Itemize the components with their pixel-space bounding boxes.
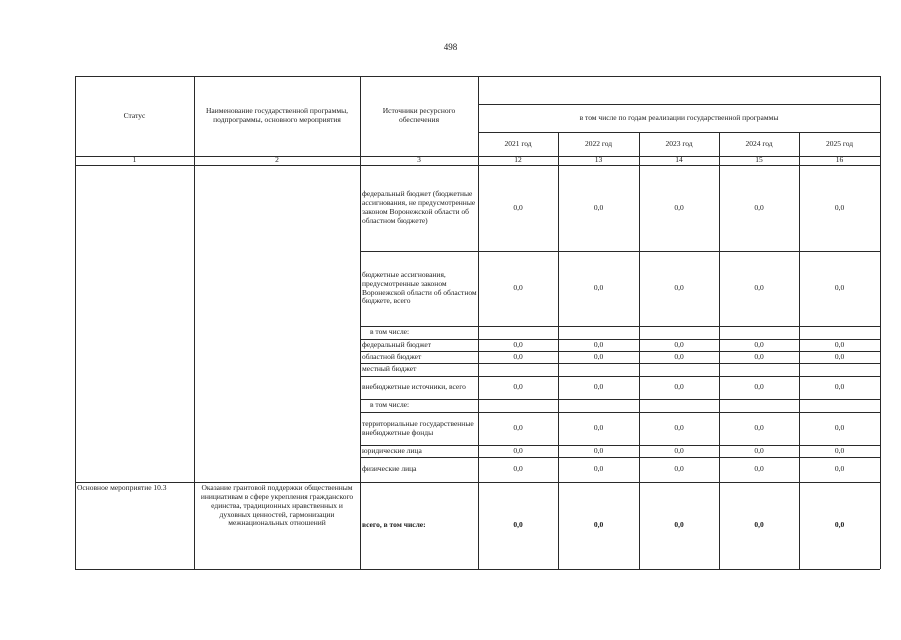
value-cell: 0,0 [674,423,684,433]
value-cell: 0,0 [834,351,845,361]
table-rule [75,76,76,569]
value-cell: 0,0 [834,445,845,455]
value-cell: 0,0 [674,202,684,212]
header-years-caption: в том числе по годам реализации государственной программы [579,112,779,122]
value-cell: 0,0 [513,382,523,392]
activity-status: Основное мероприятие 10.3 [77,483,167,492]
column-number: 12 [514,156,522,165]
value-cell: 0,0 [593,202,604,212]
value-cell: 0,0 [593,464,604,474]
value-cell [558,399,639,412]
value-cell [799,399,880,412]
value-cell: 0,0 [754,520,764,530]
value-cell: 0,0 [513,283,523,293]
value-cell: 0,0 [593,520,604,530]
table-rule [360,326,880,327]
value-cell: 0,0 [754,283,764,293]
table-rule [478,132,880,133]
value-cell: 0,0 [754,351,764,361]
value-cell: 0,0 [593,423,604,433]
value-cell: 0,0 [674,339,684,349]
value-cell: 0,0 [834,520,845,530]
value-cell: 0,0 [593,283,604,293]
source-cell: федеральный бюджет [362,339,432,349]
source-cell: в том числе: [370,327,410,337]
value-cell [639,326,719,339]
table-rule [360,376,880,377]
table-rule [360,399,880,400]
value-cell [799,326,880,339]
column-number: 2 [275,156,279,165]
header-year: 2024 год [745,138,773,148]
column-number: 1 [132,156,137,165]
value-cell: 0,0 [754,464,764,474]
value-cell: 0,0 [834,202,845,212]
page-number: 498 [443,42,458,52]
table-rule [360,251,880,252]
source-cell: в том числе: [370,400,410,410]
value-cell [558,326,639,339]
value-cell: 0,0 [593,382,604,392]
column-number: 3 [417,156,421,165]
value-cell [639,399,719,412]
value-cell: 0,0 [674,351,684,361]
value-cell [478,399,558,412]
table-rule [360,412,880,413]
value-cell: 0,0 [754,339,764,349]
value-cell: 0,0 [513,351,523,361]
value-cell: 0,0 [593,339,604,349]
value-cell: 0,0 [513,445,523,455]
source-cell: бюджетные ассигнования, предусмотренные законом Воронежской области об областном бюджете, всего [362,269,477,306]
table-rule [360,339,880,340]
header-sources: Источники ресурсного обеспечения [382,106,456,124]
value-cell [719,326,799,339]
table-rule [360,351,880,352]
value-cell: 0,0 [754,445,764,455]
column-number: 16 [835,156,844,165]
header-year: 2025 год [825,138,854,148]
value-cell: 0,0 [513,339,523,349]
value-cell: 0,0 [674,464,684,474]
value-cell: 0,0 [754,202,764,212]
header-name: Наименование государственной программы, подпрограммы, основного мероприятия [206,106,349,124]
value-cell: 0,0 [593,351,604,361]
activity-name: Оказание грантовой поддержки общественным инициативам в сфере укрепления гражданского единства, традиционных нравственных и духовных ценностей, гармонизации межнациональных отношений [200,483,354,528]
value-cell: 0,0 [513,464,523,474]
value-cell [478,326,558,339]
value-cell: 0,0 [834,283,845,293]
source-cell: физические лица [362,464,417,474]
value-cell: 0,0 [834,339,845,349]
column-number: 14 [675,156,683,165]
value-cell: 0,0 [754,423,764,433]
table-rule [719,132,720,569]
header-status: Статус [123,110,146,120]
value-cell: 0,0 [674,520,684,530]
value-cell [719,399,799,412]
value-cell [639,363,719,376]
table-rule [558,132,559,569]
value-cell [478,363,558,376]
table-rule [478,104,880,105]
table-rule [360,457,880,458]
value-cell: 0,0 [513,520,523,530]
value-cell: 0,0 [674,283,684,293]
header-year: 2022 год [584,138,613,148]
table-rule [360,76,361,569]
value-cell: 0,0 [834,464,845,474]
table-rule [194,76,195,569]
source-cell: юридические лица [362,445,422,455]
header-year: 2021 год [504,138,532,148]
value-cell: 0,0 [754,382,764,392]
value-cell: 0,0 [674,445,684,455]
value-cell [719,363,799,376]
header-year: 2023 год [665,138,693,148]
value-cell [799,363,880,376]
table-rule [799,132,800,569]
source-cell: местный бюджет [362,364,417,374]
source-cell: территориальные государственные внебюджетные фонды [362,418,474,437]
table-rule [880,76,881,569]
column-number: 13 [594,156,603,165]
table-rule [360,363,880,364]
column-number: 15 [755,156,763,165]
value-cell: 0,0 [834,382,845,392]
source-cell: областной бюджет [362,351,422,361]
source-cell: внебюджетные источники, всего [362,382,466,392]
table-rule [478,76,479,569]
value-cell: 0,0 [674,382,684,392]
source-cell: всего, в том числе: [362,520,426,530]
source-cell: федеральный бюджет (бюджетные ассигнования, не предусмотренные законом Воронежской области об областном бюджете) [362,189,476,225]
resource-table [75,76,880,569]
value-cell [558,363,639,376]
table-rule [360,445,880,446]
value-cell: 0,0 [513,423,523,433]
table-rule [75,569,880,570]
value-cell: 0,0 [593,445,604,455]
value-cell: 0,0 [834,423,845,433]
value-cell: 0,0 [513,202,523,212]
table-rule [639,132,640,569]
